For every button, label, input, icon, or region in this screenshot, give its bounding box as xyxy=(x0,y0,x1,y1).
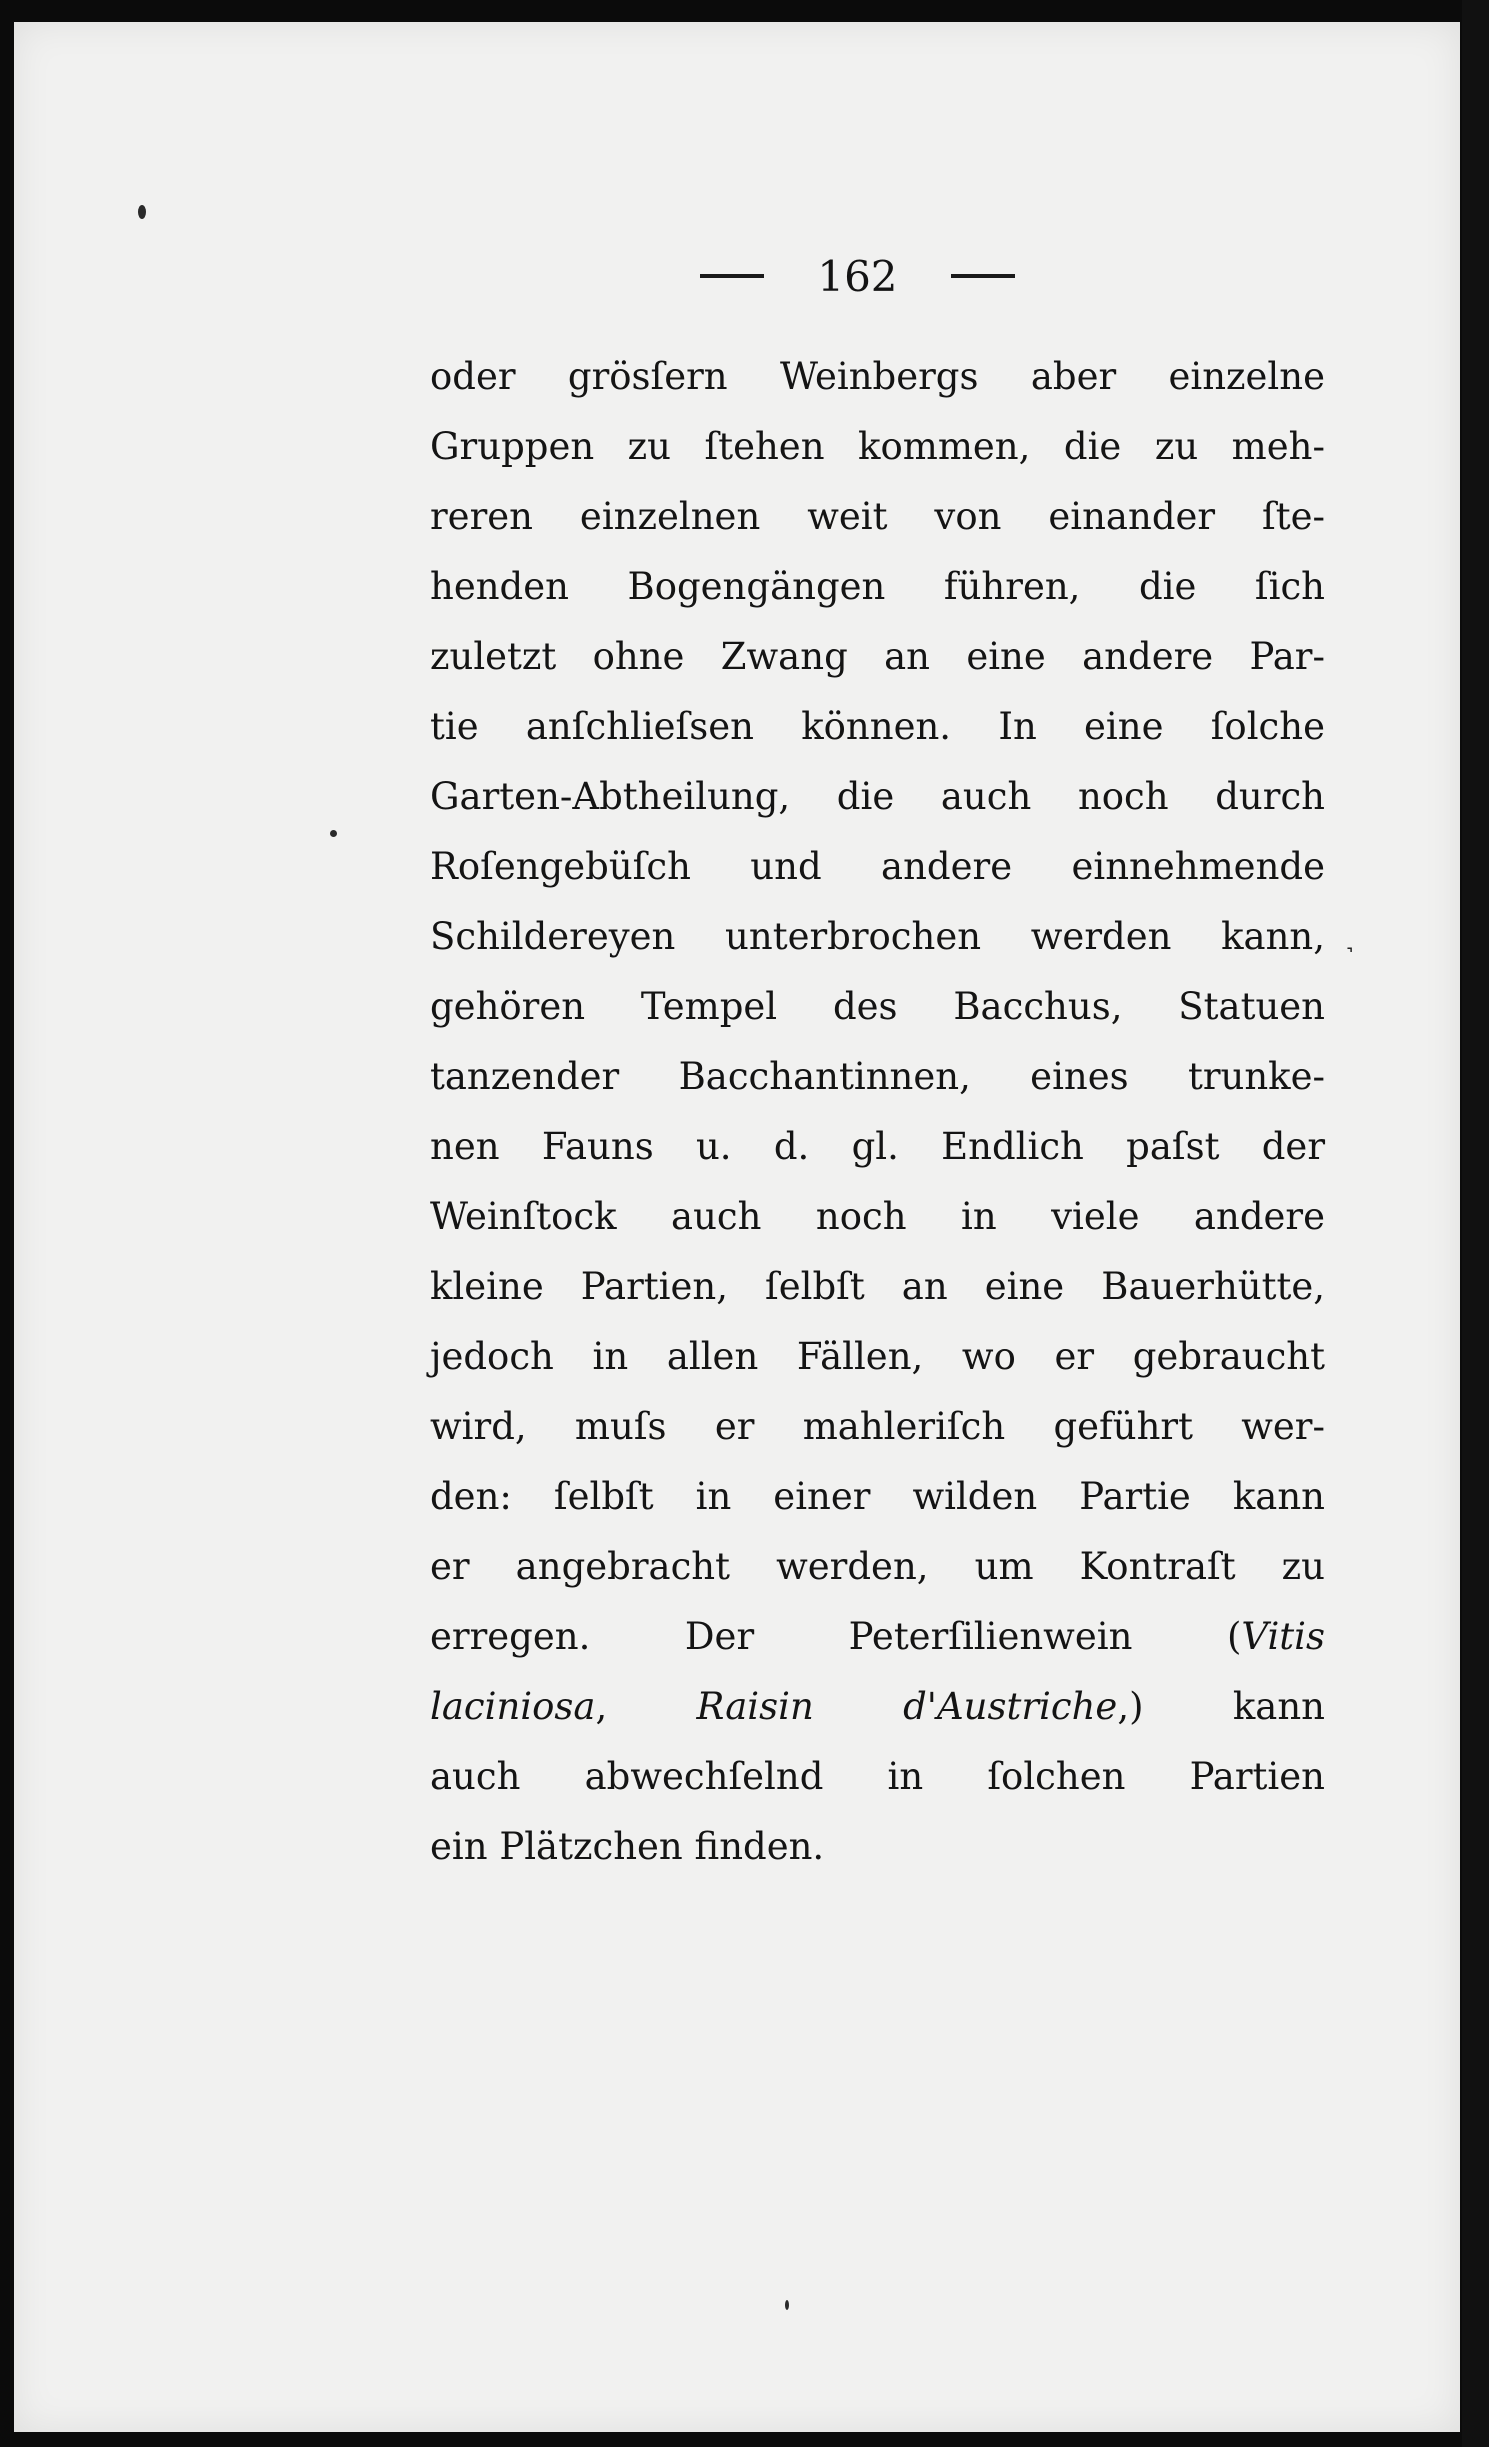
text-line: auch abwechſelnd in ſolchen Partien xyxy=(430,1755,1325,1798)
ink-speck xyxy=(330,830,337,837)
line-end: ,) kann xyxy=(1117,1685,1325,1728)
text-line: oder grösſern Weinbergs aber einzelne xyxy=(430,355,1325,398)
text-line-with-italic xyxy=(430,1602,1325,1672)
text-line-last: ein Plätzchen finden. xyxy=(430,1825,825,1868)
text-line: Gruppen zu ſtehen kommen, die zu meh- xyxy=(430,425,1325,468)
text-line: den: ſelbſt in einer wilden Partie kann xyxy=(430,1475,1325,1518)
italic-latin-name: laciniosa xyxy=(430,1685,596,1728)
text-line: henden Bogengängen führen, die ſich xyxy=(430,565,1325,608)
text-line: Roſengebüſch und andere einnehmende xyxy=(430,845,1325,888)
text-line: gehören Tempel des Bacchus, Statuen xyxy=(430,985,1325,1028)
body-text xyxy=(430,342,1325,1882)
page-header xyxy=(700,248,1060,308)
text-line: wird, muſs er mahleriſch geführt wer- xyxy=(430,1405,1325,1448)
italic-french-name: Raisin d'Austriche xyxy=(696,1685,1118,1728)
text-line: reren einzelnen weit von einander ſte- xyxy=(430,495,1325,538)
separator: , xyxy=(595,1685,697,1728)
line-start: erregen. Der Peterſilienwein ( xyxy=(430,1615,1242,1658)
text-line: Schildereyen unterbrochen werden kann, xyxy=(430,915,1325,958)
text-line: Garten-Abtheilung, die auch noch durch xyxy=(430,775,1325,818)
text-line: jedoch in allen Fällen, wo er gebraucht xyxy=(430,1335,1325,1378)
text-line: nen Fauns u. d. gl. Endlich paſst der xyxy=(430,1125,1325,1168)
text-line: zuletzt ohne Zwang an eine andere Par- xyxy=(430,635,1325,678)
text-line: kleine Partien, ſelbſt an eine Bauerhütte, xyxy=(430,1265,1325,1308)
header-dash-right xyxy=(951,274,1015,278)
page-edge-shadow xyxy=(1462,0,1489,2447)
text-line-with-italic xyxy=(430,1672,1325,1742)
italic-latin-name: Vitis xyxy=(1241,1615,1325,1658)
text-line: er angebracht werden, um Kontraſt zu xyxy=(430,1545,1325,1588)
margin-mark: ˺ xyxy=(1345,940,1355,973)
ink-speck xyxy=(138,205,146,219)
ink-speck xyxy=(785,2300,789,2310)
page-number: 162 xyxy=(817,251,898,301)
header-dash-left xyxy=(700,274,764,278)
text-line: tanzender Bacchantinnen, eines trunke- xyxy=(430,1055,1325,1098)
text-line: Weinſtock auch noch in viele andere xyxy=(430,1195,1325,1238)
text-line: tie anſchlieſsen können. In eine ſolche xyxy=(430,705,1325,748)
